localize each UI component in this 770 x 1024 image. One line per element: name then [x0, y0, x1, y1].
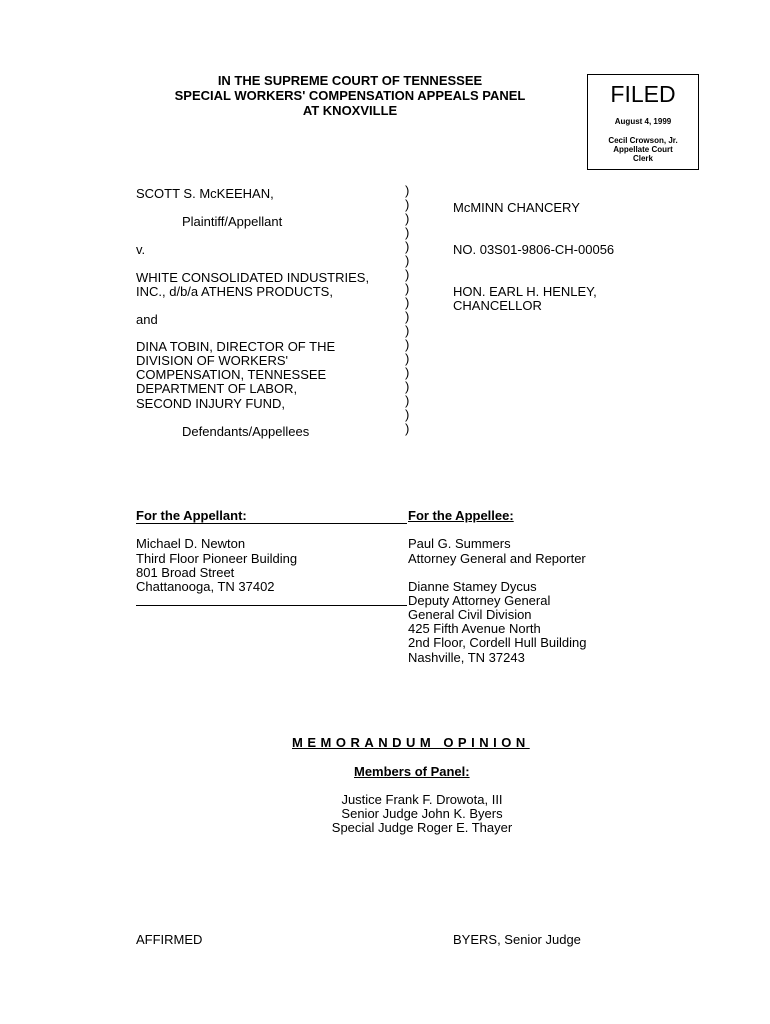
panel-member-1: Justice Frank F. Drowota, III: [341, 792, 503, 807]
appellee2-line-6: Nashville, TN 37243: [408, 650, 525, 665]
paren: ): [405, 197, 410, 212]
paren: ): [405, 365, 410, 380]
paren: ): [405, 211, 410, 226]
clerk-line-1: Cecil Crowson, Jr.: [608, 136, 678, 145]
paren: ): [405, 267, 410, 282]
defendant2-line-3: COMPENSATION, TENNESSEE: [136, 367, 327, 382]
appellee2-line-1: Dianne Stamey Dycus: [408, 579, 537, 594]
clerk-line-2: Appellate Court: [613, 145, 673, 154]
caption-parentheses: [405, 184, 409, 436]
paren: ): [405, 295, 410, 310]
filed-stamp: [587, 74, 699, 170]
appellant-line-1: Michael D. Newton: [136, 536, 246, 551]
defendant1-line-2: INC., d/b/a ATHENS PRODUCTS,: [136, 284, 333, 299]
appellant-heading-underline: [136, 523, 407, 524]
appellant-heading: For the Appellant:: [136, 508, 247, 523]
clerk-line-3: Clerk: [632, 154, 653, 163]
opinion-title: MEMORANDUM OPINION: [292, 735, 530, 750]
appellee2-line-2: Deputy Attorney General: [408, 593, 551, 608]
case-number: NO. 03S01-9806-CH-00056: [453, 242, 615, 257]
paren: ): [405, 337, 410, 352]
appellee2-line-3: General Civil Division: [408, 607, 532, 622]
appellee2-line-4: 425 Fifth Avenue North: [408, 621, 541, 636]
filed-date: August 4, 1999: [614, 117, 672, 126]
filed-title: FILED: [610, 81, 676, 107]
paren: ): [405, 225, 410, 240]
judge-line-1: HON. EARL H. HENLEY,: [453, 284, 597, 299]
defendant-role: Defendants/Appellees: [182, 424, 310, 439]
versus: v.: [136, 242, 146, 257]
header-line-3: AT KNOXVILLE: [302, 103, 398, 118]
appellee2-line-5: 2nd Floor, Cordell Hull Building: [408, 635, 587, 650]
disposition: AFFIRMED: [136, 932, 203, 947]
court-name: McMINN CHANCERY: [453, 200, 580, 215]
filed-clerk: [588, 136, 698, 163]
panel-member-3: Special Judge Roger E. Thayer: [331, 820, 513, 835]
paren: ): [405, 309, 410, 324]
appellant-line-4: Chattanooga, TN 37402: [136, 579, 275, 594]
paren: ): [405, 379, 410, 394]
paren: ): [405, 407, 410, 422]
judge-line-2: CHANCELLOR: [453, 298, 542, 313]
appellant-line-2: Third Floor Pioneer Building: [136, 551, 298, 566]
defendant2-line-4: DEPARTMENT OF LABOR,: [136, 381, 298, 396]
header-line-1: IN THE SUPREME COURT OF TENNESSEE: [217, 73, 483, 88]
paren: ): [405, 239, 410, 254]
appellee1-line-1: Paul G. Summers: [408, 536, 511, 551]
defendant2-line-1: DINA TOBIN, DIRECTOR OF THE: [136, 339, 336, 354]
paren: ): [405, 183, 410, 198]
appellee-heading: For the Appellee:: [408, 508, 514, 523]
appellant-block-rule: [136, 605, 407, 606]
paren: ): [405, 253, 410, 268]
defendant2-line-2: DIVISION OF WORKERS': [136, 353, 288, 368]
appellant-line-3: 801 Broad Street: [136, 565, 235, 580]
opinion-author: BYERS, Senior Judge: [453, 932, 581, 947]
court-header: [140, 73, 560, 118]
paren: ): [405, 281, 410, 296]
defendant2-line-5: SECOND INJURY FUND,: [136, 396, 286, 411]
plaintiff-role: Plaintiff/Appellant: [182, 214, 283, 229]
plaintiff-name: SCOTT S. McKEEHAN,: [136, 186, 274, 201]
header-line-2: SPECIAL WORKERS' COMPENSATION APPEALS PANEL: [174, 88, 526, 103]
paren: ): [405, 351, 410, 366]
panel-heading: Members of Panel:: [354, 764, 470, 779]
defendant1-line-1: WHITE CONSOLIDATED INDUSTRIES,: [136, 270, 370, 285]
panel-member-2: Senior Judge John K. Byers: [341, 806, 503, 821]
paren: ): [405, 323, 410, 338]
and-text: and: [136, 312, 158, 327]
appellee1-line-2: Attorney General and Reporter: [408, 551, 586, 566]
paren: ): [405, 421, 410, 436]
paren: ): [405, 393, 410, 408]
